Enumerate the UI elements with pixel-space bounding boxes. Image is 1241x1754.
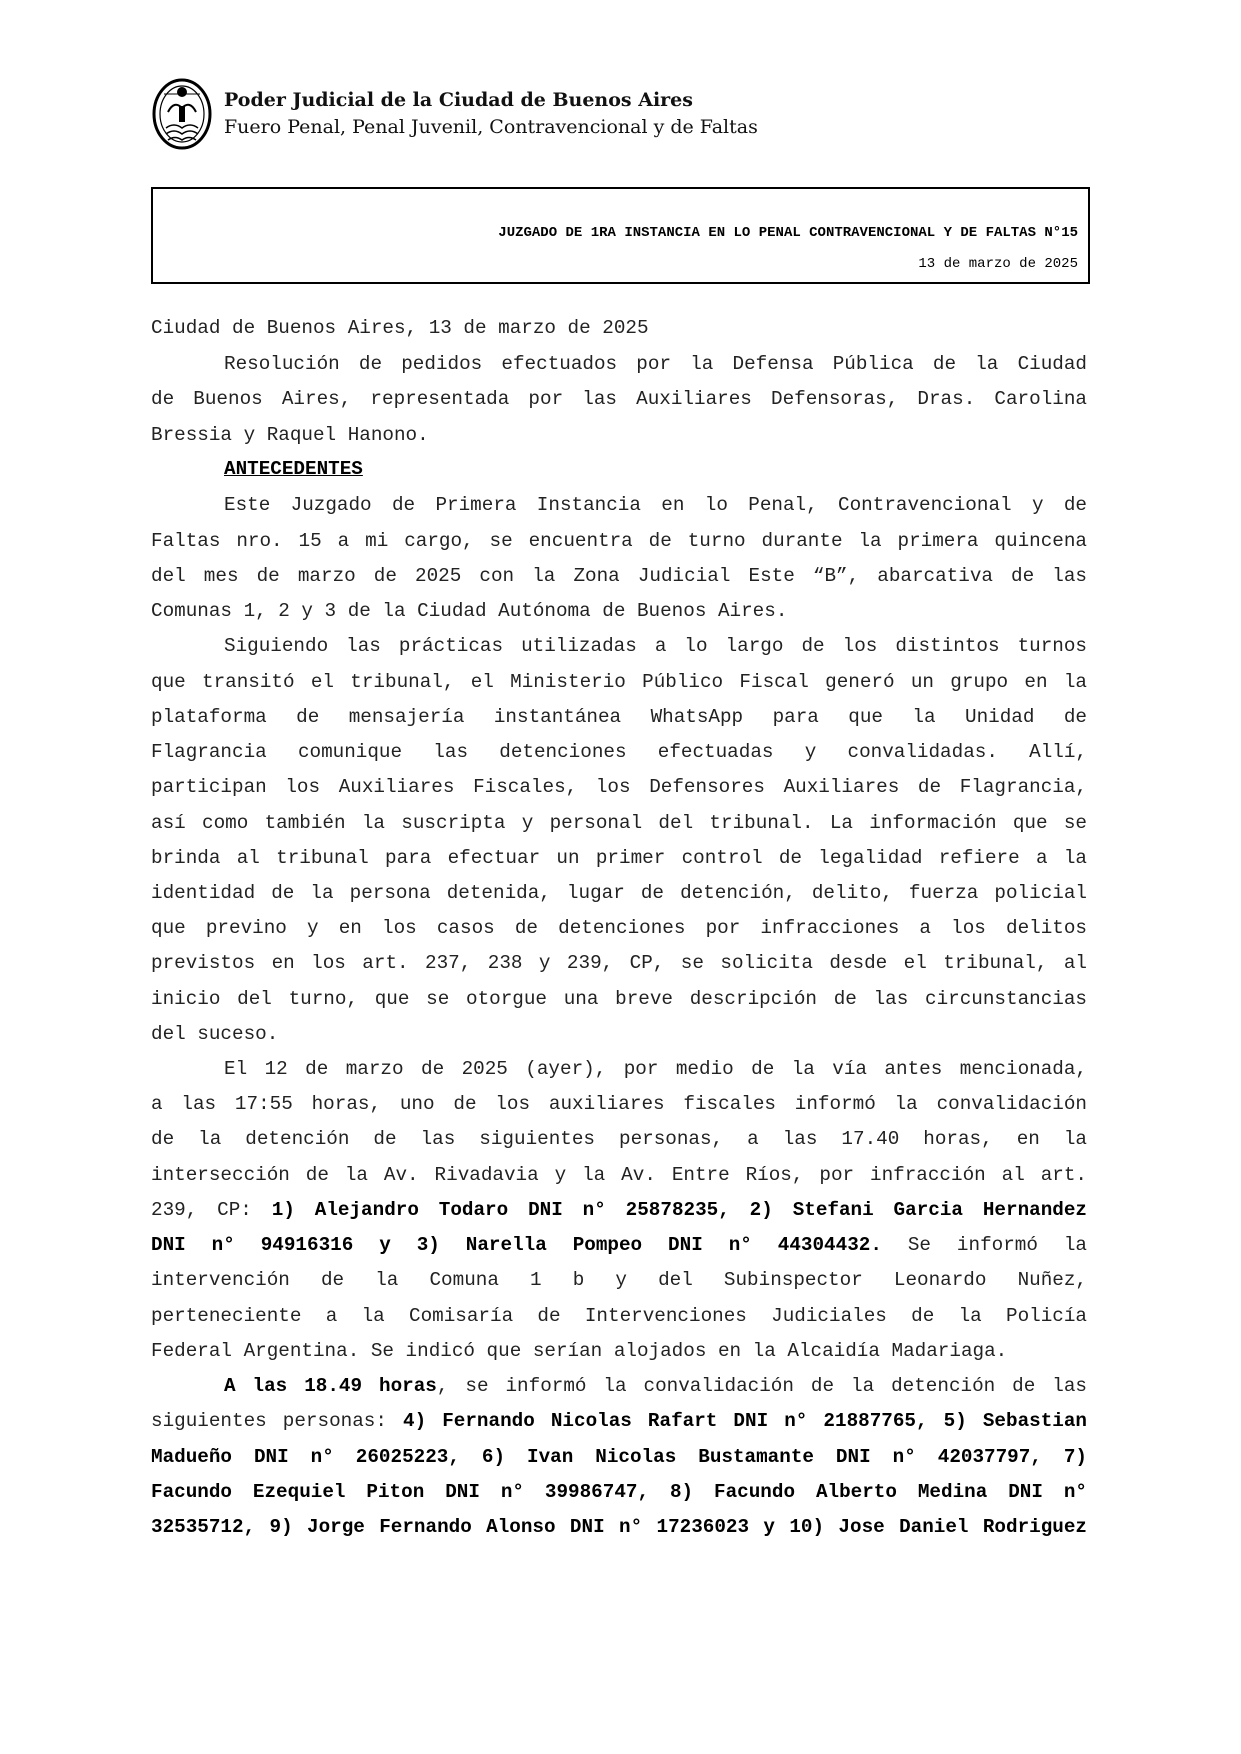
detainee-list: 32535712, 9) Jorge Fernando Alonso DNI n° 17236023 y 10) Jose Daniel Rodriguez — [151, 1516, 1087, 1538]
time-emphasis: A las 18.49 horas — [224, 1375, 437, 1397]
intro-line: Resolución de pedidos efectuados por la Defensa Pública de la Ciudad — [224, 353, 1087, 375]
place-date: Ciudad de Buenos Aires, 13 de marzo de 2025 — [151, 317, 649, 339]
org-name: Poder Judicial de la Ciudad de Buenos Aires — [224, 89, 693, 111]
paragraph-line: plataforma de mensajería instantánea WhatsApp para que la Unidad de — [151, 706, 1087, 728]
paragraph-line: participan los Auxiliares Fiscales, los Defensores Auxiliares de Flagrancia, — [151, 776, 1087, 798]
detainee-list: 1) Alejandro Todaro DNI n° 25878235, 2) Stefani Garcia Hernandez — [271, 1199, 1087, 1221]
detainee-list: Madueño DNI n° 26025223, 6) Ivan Nicolas Bustamante DNI n° 42037797, 7) — [151, 1446, 1087, 1468]
court-title: JUZGADO DE 1RA INSTANCIA EN LO PENAL CONTRAVENCIONAL Y DE FALTAS N°15 — [498, 225, 1078, 241]
paragraph-line — [151, 1228, 1087, 1263]
paragraph-line — [151, 1510, 1087, 1545]
paragraph-line — [151, 1440, 1087, 1475]
paragraph-line: del suceso. — [151, 1023, 279, 1045]
court-header-box — [151, 187, 1090, 284]
city-seal-icon — [152, 78, 212, 150]
plain-text: , se informó la convalidación de la detención de las — [436, 1375, 1087, 1397]
paragraph-line: previstos en los art. 237, 238 y 239, CP, se solicita desde el tribunal, al — [151, 952, 1087, 974]
paragraph-line: Comunas 1, 2 y 3 de la Ciudad Autónoma de Buenos Aires. — [151, 600, 788, 622]
paragraph-line — [151, 1475, 1087, 1510]
paragraph-line: intervención de la Comuna 1 b y del Subinspector Leonardo Nuñez, — [151, 1269, 1087, 1291]
detainee-list: Facundo Ezequiel Piton DNI n° 39986747, 8) Facundo Alberto Medina DNI n° — [151, 1481, 1087, 1503]
paragraph-line: Federal Argentina. Se indicó que serían alojados en la Alcaidía Madariaga. — [151, 1340, 1008, 1362]
court-date: 13 de marzo de 2025 — [918, 256, 1078, 272]
paragraph-line: del mes de marzo de 2025 con la Zona Judicial Este “B”, abarcativa de las — [151, 565, 1087, 587]
plain-text: 239, CP: — [151, 1199, 272, 1221]
paragraph-line: que transitó el tribunal, el Ministerio Público Fiscal generó un grupo en la — [151, 671, 1087, 693]
paragraph-line — [151, 1193, 1087, 1228]
org-subtitle: Fuero Penal, Penal Juvenil, Contravencional y de Faltas — [224, 116, 758, 138]
paragraph-line: Siguiendo las prácticas utilizadas a lo largo de los distintos turnos — [224, 635, 1087, 657]
paragraph-line: Este Juzgado de Primera Instancia en lo Penal, Contravencional y de — [224, 494, 1087, 516]
paragraph-line: inicio del turno, que se otorgue una breve descripción de las circunstancias — [151, 988, 1087, 1010]
paragraph-line: El 12 de marzo de 2025 (ayer), por medio de la vía antes mencionada, — [224, 1058, 1087, 1080]
paragraph-line: brinda al tribunal para efectuar un primer control de legalidad refiere a la — [151, 847, 1087, 869]
detainee-list: DNI n° 94916316 y 3) Narella Pompeo DNI n° 44304432. — [151, 1234, 882, 1256]
paragraph-line: intersección de la Av. Rivadavia y la Av. Entre Ríos, por infracción al art. — [151, 1164, 1087, 1186]
paragraph-line: perteneciente a la Comisaría de Intervenciones Judiciales de la Policía — [151, 1305, 1087, 1327]
plain-text: Se informó la — [881, 1234, 1087, 1256]
paragraph-line: de la detención de las siguientes personas, a las 17.40 horas, en la — [151, 1128, 1087, 1150]
section-heading: ANTECEDENTES — [224, 458, 363, 480]
intro-line: Bressia y Raquel Hanono. — [151, 424, 429, 446]
detainee-list: 4) Fernando Nicolas Rafart DNI n° 21887765, 5) Sebastian — [403, 1410, 1087, 1432]
paragraph-line: que previno y en los casos de detenciones por infracciones a los delitos — [151, 917, 1087, 939]
paragraph-line — [151, 1404, 1087, 1439]
paragraph-line — [224, 1369, 1087, 1404]
intro-line: de Buenos Aires, representada por las Auxiliares Defensoras, Dras. Carolina — [151, 388, 1087, 410]
paragraph-line: Flagrancia comunique las detenciones efectuadas y convalidadas. Allí, — [151, 741, 1087, 763]
paragraph-line: a las 17:55 horas, uno de los auxiliares fiscales informó la convalidación — [151, 1093, 1087, 1115]
paragraph-line: así como también la suscripta y personal del tribunal. La información que se — [151, 812, 1087, 834]
paragraph-line: identidad de la persona detenida, lugar de detención, delito, fuerza policial — [151, 882, 1087, 904]
plain-text: siguientes personas: — [151, 1410, 403, 1432]
paragraph-line: Faltas nro. 15 a mi cargo, se encuentra de turno durante la primera quincena — [151, 530, 1087, 552]
